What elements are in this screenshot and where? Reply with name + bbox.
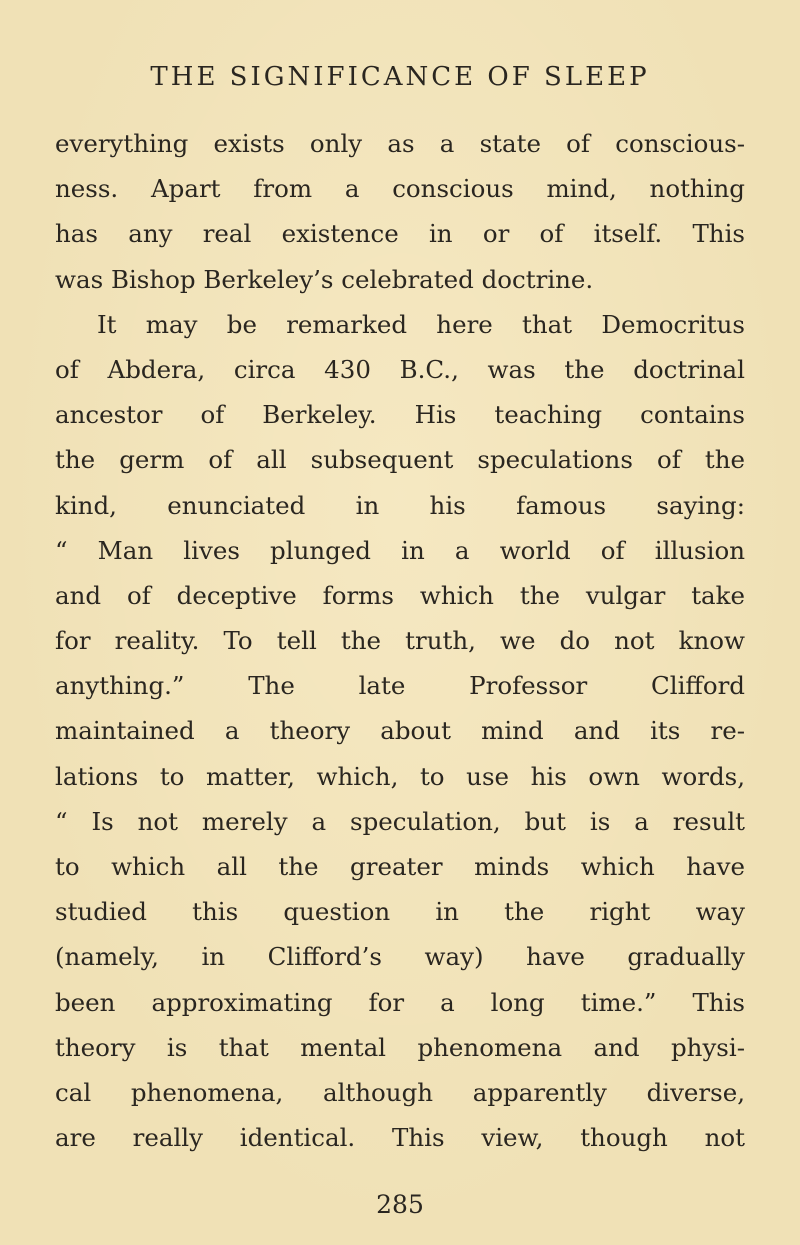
text-line: ness. Apart from a conscious mind, nothing	[55, 174, 745, 204]
text-line: of Abdera, circa 430 B.C., was the doctrinal	[55, 354, 745, 384]
body-text	[55, 121, 745, 1160]
text-line: the germ of all subsequent speculations of the	[55, 445, 745, 475]
text-line: are really identical. This view, though not	[55, 1123, 745, 1153]
text-line: everything exists only as a state of conscious-	[55, 129, 745, 158]
text-line: for reality. To tell the truth, we do not know	[55, 626, 745, 656]
text-line: been approximating for a long time.” This	[55, 987, 745, 1017]
text-line: anything.” The late Professor Clifford	[55, 671, 745, 701]
text-line: ancestor of Berkeley. His teaching contains	[55, 400, 745, 430]
text-line: and of deceptive forms which the vulgar take	[55, 580, 745, 610]
text-line: “ Man lives plunged in a world of illusion	[55, 535, 745, 565]
text-line: (namely, in Clifford’s way) have gradually	[55, 942, 745, 972]
text-line: cal phenomena, although apparently diverse,	[55, 1077, 745, 1107]
text-line: “ Is not merely a speculation, but is a result	[55, 806, 745, 836]
page-number: 285	[376, 1190, 424, 1219]
text-line: It may be remarked here that Democritus	[97, 309, 745, 339]
text-line: lations to matter, which, to use his own words,	[55, 761, 745, 791]
running-head: THE SIGNIFICANCE OF SLEEP	[150, 62, 650, 92]
text-line: theory is that mental phenomena and physi-	[55, 1032, 745, 1062]
text-line: studied this question in the right way	[55, 897, 745, 927]
text-line: maintained a theory about mind and its re-	[55, 716, 745, 746]
text-line: has any real existence in or of itself. This	[55, 219, 745, 249]
text-line: was Bishop Berkeley’s celebrated doctrine.	[55, 264, 594, 294]
text-line: to which all the greater minds which have	[55, 852, 745, 881]
text-line: kind, enunciated in his famous saying:	[55, 490, 745, 520]
